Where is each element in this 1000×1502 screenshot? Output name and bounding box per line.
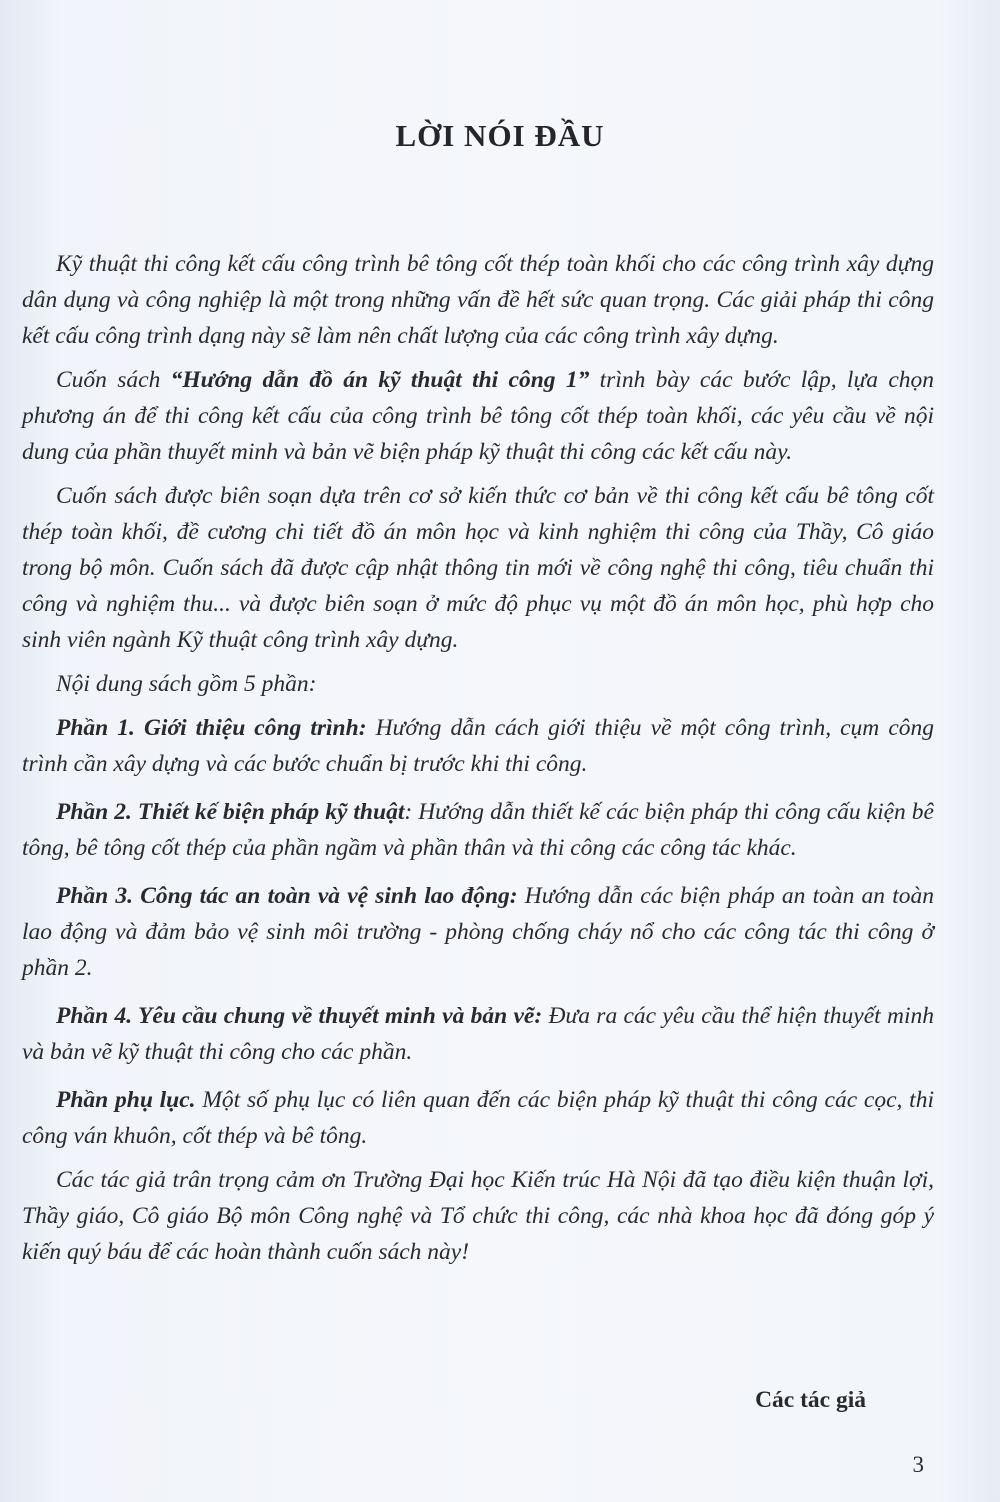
page-title: LỜI NÓI ĐẦU bbox=[395, 118, 605, 153]
paragraph-book-description bbox=[22, 362, 934, 470]
part-1-text: Hướng dẫn cách giới thiệu về một công trình, cụm công trình cần xây dựng và các bước chuẩn bị trước khi thi công. bbox=[22, 715, 934, 777]
book-title: “Hướng dẫn đồ án kỹ thuật thi công 1” bbox=[170, 367, 590, 393]
part-2-heading: Phần 2. Thiết kế biện pháp kỹ thuật bbox=[56, 799, 405, 825]
paragraph-acknowledgement: Các tác giả trân trọng cảm ơn Trường Đại học Kiến trúc Hà Nội đã tạo điều kiện thuận lợi, Thầy giáo, Cô giáo Bộ môn Công nghệ và Tổ chức thi công, các nhà khoa học đã đóng góp ý kiến quý báu để các hoàn thành cuốn sách này! bbox=[22, 1167, 934, 1265]
part-1-heading: Phần 1. Giới thiệu công trình: bbox=[56, 715, 367, 741]
part-2-text: : Hướng dẫn thiết kế các biện pháp thi công cấu kiện bê tông, bê tông cốt thép của phần ngầm và phần thân và thi công các công tác khác. bbox=[22, 799, 934, 861]
paragraph-appendix bbox=[22, 1082, 934, 1154]
part-4-text: Đưa ra các yêu cầu thể hiện thuyết minh và bản vẽ kỹ thuật thi công cho các phần. bbox=[22, 1003, 934, 1065]
paragraph-part-4 bbox=[22, 998, 934, 1070]
part-3-heading: Phần 3. Công tác an toàn và vệ sinh lao động: bbox=[56, 883, 518, 909]
paragraph-part-2 bbox=[22, 794, 934, 866]
paragraph-text: trình bày các bước lập, lựa chọn phương án để thi công kết cấu của công trình bê tông cốt thép toàn khối, các yêu cầu về nội dung của phần thuyết minh và bản vẽ biện pháp kỹ thuật thi công các kết cấu này. bbox=[22, 367, 935, 465]
preface-body bbox=[22, 246, 934, 1270]
paragraph-basis: Cuốn sách được biên soạn dựa trên cơ sở kiến thức cơ bản về thi công kết cấu bê tông cốt thép toàn khối, đề cương chi tiết đồ án môn học và kinh nghiệm thi công của Thầy, Cô giáo trong bộ môn. Cuốn sách đã được cập nhật thông tin mới về công nghệ thi công, tiêu chuẩn thi công và nghiệm thu... và được biên soạn ở mức độ phục vụ một đồ án môn học, phù hợp cho sinh viên ngành Kỹ thuật công trình xây dựng. bbox=[22, 483, 934, 653]
appendix-text: Một số phụ lục có liên quan đến các biện pháp kỹ thuật thi công các cọc, thi công ván khuôn, cốt thép và bê tông. bbox=[22, 1087, 934, 1149]
paragraph-part-1 bbox=[22, 710, 934, 782]
paragraph-part-3 bbox=[22, 878, 934, 986]
paragraph-contents-intro: Nội dung sách gồm 5 phần: bbox=[56, 671, 317, 697]
part-4-heading: Phần 4. Yêu cầu chung về thuyết minh và bản vẽ: bbox=[56, 1003, 543, 1029]
authors-signature: Các tác giả bbox=[755, 1387, 866, 1413]
part-3-text: Hướng dẫn các biện pháp an toàn an toàn lao động và đảm bảo vệ sinh môi trường - phòng chống cháy nổ cho các công tác thi công ở phần 2. bbox=[22, 883, 934, 981]
paragraph-prefix: Cuốn sách bbox=[56, 367, 171, 393]
page-number: 3 bbox=[912, 1452, 924, 1477]
appendix-heading: Phần phụ lục. bbox=[56, 1087, 196, 1113]
paragraph-intro: Kỹ thuật thi công kết cấu công trình bê tông cốt thép toàn khối cho các công trình xây dựng dân dụng và công nghiệp là một trong những vấn đề hết sức quan trọng. Các giải pháp thi công kết cấu công trình dạng này sẽ làm nên chất lượng của các công trình xây dựng. bbox=[22, 251, 934, 349]
